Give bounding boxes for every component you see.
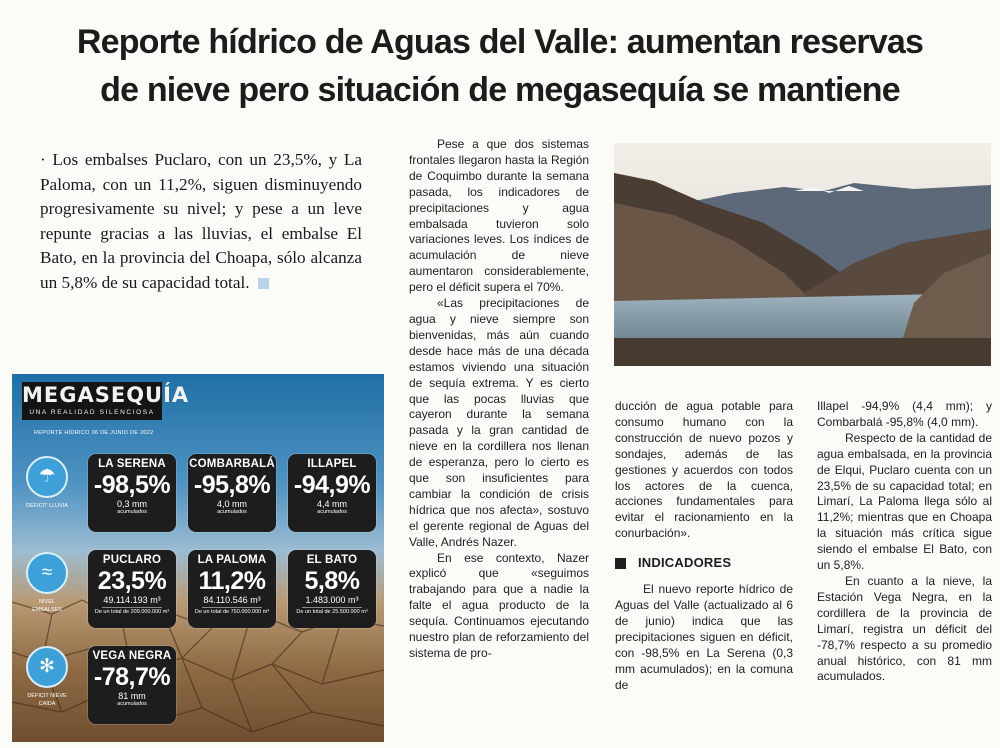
- card-value: 5,8%: [304, 567, 360, 595]
- heading-bullet-icon: [615, 558, 626, 569]
- reservoir-photo: [614, 143, 991, 366]
- card-place: VEGA NEGRA: [92, 650, 172, 662]
- card-sub: 84.110.546 m³: [203, 595, 261, 605]
- rain-icon: ☂: [26, 456, 68, 498]
- card-value: 11,2%: [198, 567, 266, 595]
- card-sub2: De un total de 209.000.000 m³: [94, 609, 170, 615]
- card-la-paloma: [188, 550, 276, 628]
- row-label: DÉFICIT NIEVE CAÍDA: [27, 693, 67, 707]
- card-puclaro: [88, 550, 176, 628]
- card-illapel: [288, 454, 376, 532]
- card-sub2: acumulados: [217, 509, 247, 515]
- megasequia-infographic: [12, 374, 384, 742]
- card-place: LA SERENA: [98, 458, 166, 470]
- card-value: 23,5%: [97, 567, 167, 595]
- paragraph: En ese contexto, Nazer explicó que «seguimos trabajando para que a nadie la falte el agua producto de la sequía. Continuamos ejecutando nuestro plan de reforzamiento del sistema de pro-: [409, 550, 589, 660]
- card-sub2: De un total de 750.000.000 m³: [194, 609, 270, 615]
- paragraph: El nuevo reporte hídrico de Aguas del Valle (actualizado al 6 de junio) indica que las precipitaciones siguen en déficit, con -98,5% en La Serena (0,3 mm acumulados); en la comuna de: [615, 582, 793, 692]
- megasequia-logo: [22, 382, 190, 420]
- paragraph: Respecto de la cantidad de agua embalsada, en la provincia de Elqui, Puclaro cuenta con un 23,5% de su capacidad total; en Limarí, La Paloma llega sólo al 11,2%; mientras que en Choapa la situación más crítica sigue siendo el embalse El Bato, con un 5,8%.: [817, 430, 992, 573]
- card-value: -98,5%: [93, 471, 171, 499]
- logo-subtitle: UNA REALIDAD SILENCIOSA: [29, 409, 155, 416]
- snowflake-icon: ✻: [26, 646, 68, 688]
- card-el-bato: [288, 550, 376, 628]
- headline-line-2: de nieve pero situación de megasequía se mantiene: [100, 71, 900, 109]
- card-sub2: acumulados: [317, 509, 347, 515]
- card-place: ILLAPEL: [307, 458, 357, 470]
- card-value: -78,7%: [93, 663, 171, 691]
- paragraph: En cuanto a la nieve, la Estación Vega Negra, en la cordillera de la provincia de Limarí, registra un déficit del -78,7% respecto a su promedio anual histórico, con 81 mm acumulados.: [817, 573, 992, 684]
- card-value: -94,9%: [293, 471, 371, 499]
- card-sub: 81 mm: [118, 691, 146, 701]
- card-divider: [102, 607, 162, 608]
- card-place: PUCLARO: [102, 554, 162, 566]
- card-sub2: De un total de 25.500.000 m³: [296, 609, 368, 615]
- card-sub: 1.483.000 m³: [305, 595, 359, 605]
- section-heading: [615, 555, 793, 571]
- report-date: REPORTE HÍDRICO 06 DE JUNIO DE 2022: [34, 430, 154, 436]
- paragraph: ducción de agua potable para consumo humano con la construcción de nuevo pozos y sondajes, además de las gestiones y acuerdos con todos los actores de la cuenca, acciones fundamentales para evitar el racionamiento en la conurbación».: [615, 399, 793, 541]
- lead-paragraph: [40, 148, 362, 295]
- card-divider: [202, 607, 262, 608]
- headline: [20, 18, 980, 114]
- card-sub2: acumulados: [117, 701, 147, 707]
- water-level-icon: ≈: [26, 552, 68, 594]
- lead-text: · Los embalses Puclaro, con un 23,5%, y La Paloma, con un 11,2%, siguen disminuyendo progresivamente su nivel; y pese a un leve repunte gracias a las lluvias, el embalse El Bato, en la provincia del Choapa, sólo alcanza un 5,8% de su capacidad total.: [40, 150, 362, 292]
- card-sub: 0,3 mm: [116, 499, 147, 509]
- article-column-4: [817, 399, 992, 685]
- card-divider: [302, 607, 362, 608]
- section-heading-text: INDICADORES: [638, 555, 732, 571]
- article-column-3: [615, 399, 793, 693]
- row-label: DÉFICIT LLUVIA: [26, 503, 68, 509]
- paragraph: «Las precipitaciones de agua y nieve siempre son bienvenidas, más aún cuando desde hace más de una década estamos viviendo una situación de sequía extrema. Y es cierto que las pocas lluvias que cayeron durante la semana pasada y la gran cantidad de nieve en la cordillera nos llenan de esperanza, pero lo cierto es que son insuficientes para cambiar la condición de crisis hídrica que nos afecta», sostuvo el gerente regional de Aguas del Valle, Andrés Nazer.: [409, 296, 589, 549]
- card-vega-negra: [88, 646, 176, 724]
- card-sub: 49.114.193 m³: [103, 595, 161, 605]
- headline-line-1: Reporte hídrico de Aguas del Valle: aumentan reservas: [76, 23, 924, 61]
- card-value: -95,8%: [193, 471, 271, 499]
- card-sub2: acumulados: [117, 509, 147, 515]
- card-combarbala: [188, 454, 276, 532]
- row-rain: [26, 456, 68, 510]
- end-square-icon: [258, 278, 269, 289]
- row-snow: [26, 646, 68, 708]
- card-place: LA PALOMA: [197, 554, 267, 566]
- card-sub: 4,0 mm: [216, 499, 247, 509]
- article-column-2: [409, 137, 589, 662]
- row-reservoirs: [26, 552, 68, 614]
- card-sub: 4,4 mm: [316, 499, 347, 509]
- logo-title: MEGASEQUÍA: [22, 383, 190, 407]
- paragraph: Pese a que dos sistemas frontales llegaron hasta la Región de Coquimbo durante la semana pasada, los indicadores de precipitaciones y agua embalsada tuvieron solo variaciones leves. Los índices de acumulación de nieve aumentaron considerablemente, pero el déficit supera el 70%.: [409, 137, 589, 295]
- row-label: NIVEL EMBALSES: [32, 599, 62, 613]
- card-la-serena: [88, 454, 176, 532]
- paragraph: Illapel -94,9% (4,4 mm); y Combarbalá -95,8% (4,0 mm).: [817, 399, 992, 429]
- card-place: EL BATO: [306, 554, 358, 566]
- card-place: COMBARBALÁ: [189, 458, 275, 470]
